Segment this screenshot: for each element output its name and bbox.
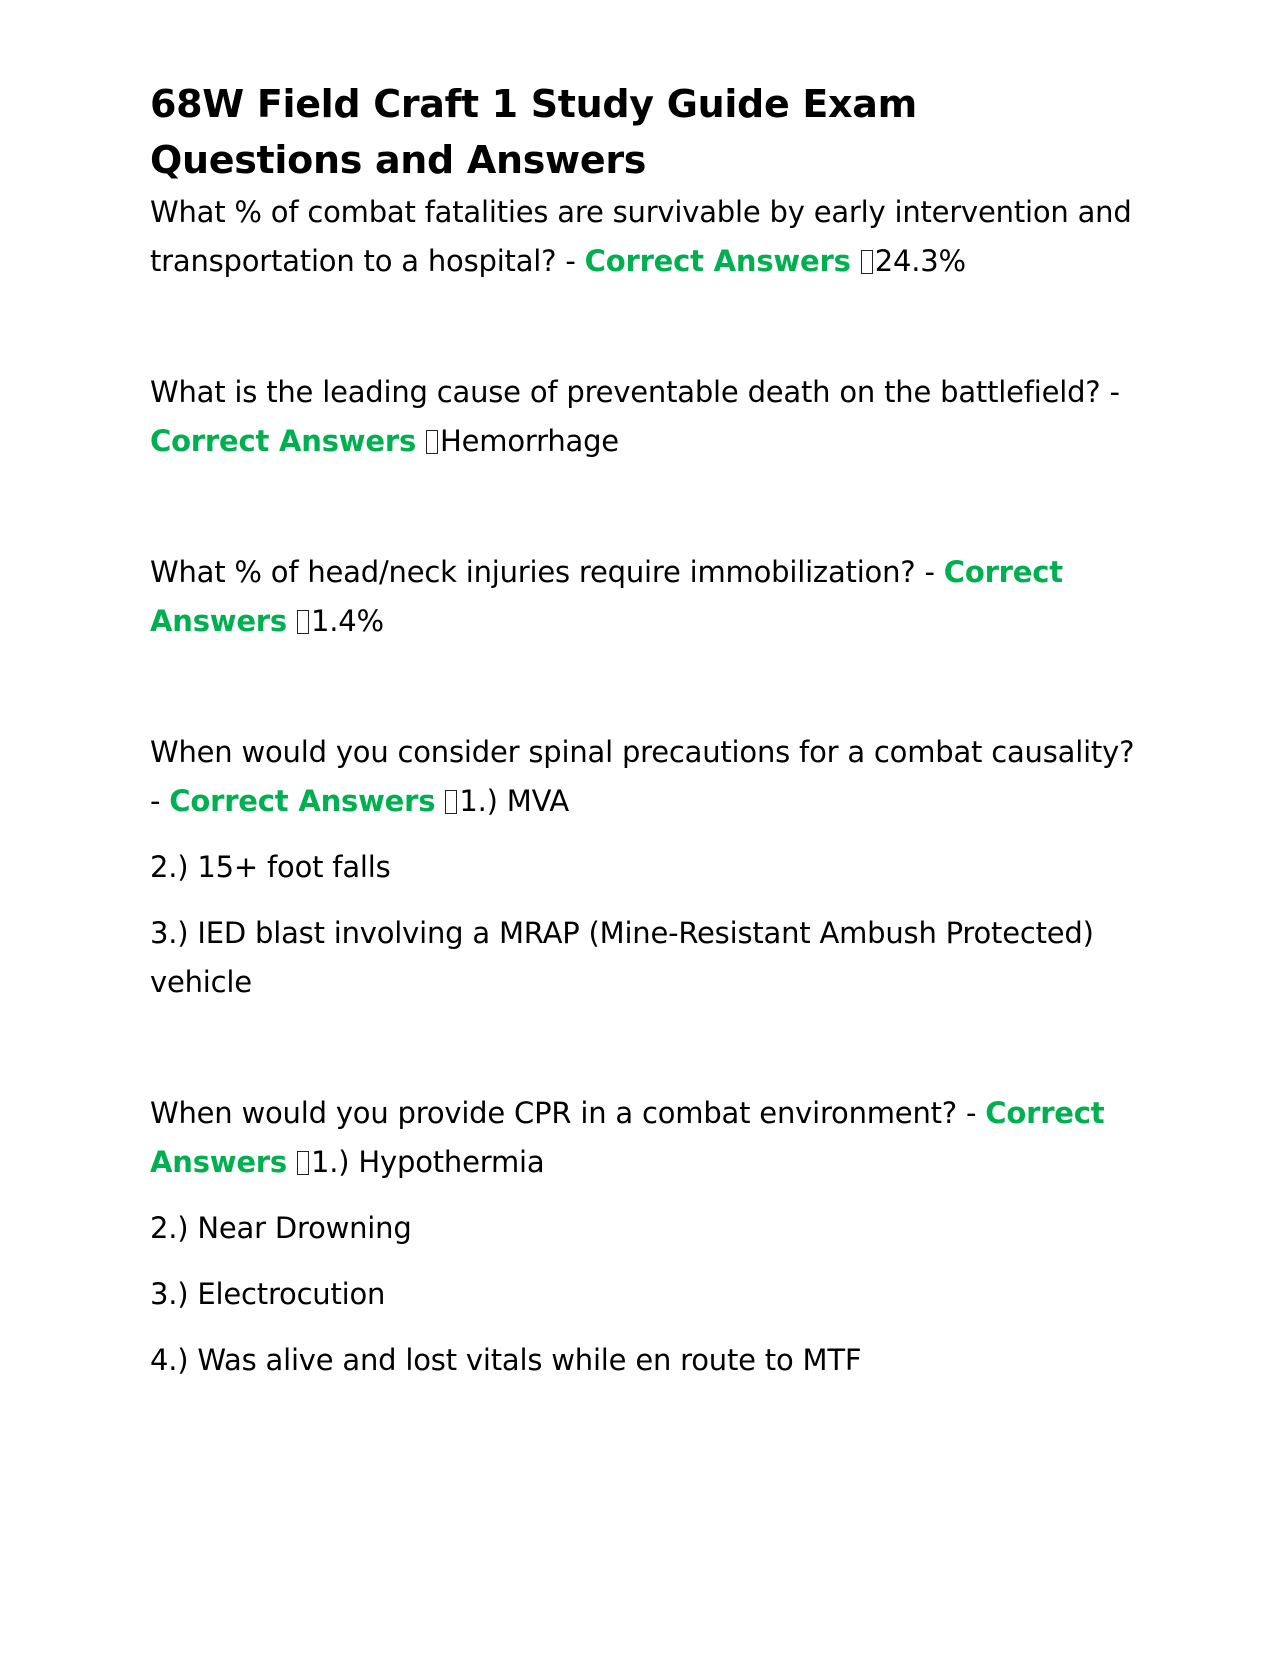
document-page <box>150 76 1140 1385</box>
question-line <box>150 1089 1140 1187</box>
answer-text: 1.4% <box>311 604 384 638</box>
question-line <box>150 548 1140 646</box>
answer-text: 1.) MVA <box>459 784 569 818</box>
missing-glyph-icon <box>426 430 438 454</box>
question-text: When would you provide CPR in a combat environment? - <box>150 1096 986 1130</box>
answer-list-item: 2.) 15+ foot falls <box>150 850 391 884</box>
answer-list-item: 2.) Near Drowning <box>150 1211 412 1245</box>
missing-glyph-icon <box>861 250 873 274</box>
qa-item <box>150 188 1140 286</box>
question-line <box>150 188 1140 286</box>
question-line <box>150 728 1140 826</box>
question-text: What % of head/neck injuries require immobilization? - <box>150 555 944 589</box>
qa-item <box>150 728 1140 1007</box>
answer-list-item: 4.) Was alive and lost vitals while en route to MTF <box>150 1343 862 1377</box>
correct-answers-label: Correct Answers <box>150 1096 1105 1179</box>
correct-answers-label: Correct Answers <box>150 424 417 458</box>
question-text: What is the leading cause of preventable death on the battlefield? - <box>150 375 1120 409</box>
question-text: When would you consider spinal precautions for a combat causality? - <box>150 735 1135 818</box>
missing-glyph-icon <box>297 610 309 634</box>
correct-answers-label: Correct Answers <box>169 784 436 818</box>
answer-text: 1.) Hypothermia <box>311 1145 545 1179</box>
missing-glyph-icon <box>445 790 457 814</box>
qa-item <box>150 1089 1140 1385</box>
answer-list-item: 3.) Electrocution <box>150 1277 386 1311</box>
question-line <box>150 368 1140 466</box>
missing-glyph-icon <box>297 1151 309 1175</box>
answer-text: 24.3% <box>874 244 966 278</box>
answer-list-item: 3.) IED blast involving a MRAP (Mine-Resistant Ambush Protected) vehicle <box>150 916 1094 999</box>
question-text: What % of combat fatalities are survivable by early intervention and transportation to a hospital? - <box>150 195 1132 278</box>
correct-answers-label: Correct Answers <box>150 555 1063 638</box>
qa-item <box>150 548 1140 646</box>
document-title: 68W Field Craft 1 Study Guide Exam Questions and Answers <box>150 82 917 182</box>
qa-item <box>150 368 1140 466</box>
answer-text: Hemorrhage <box>440 424 619 458</box>
correct-answers-label: Correct Answers <box>584 244 851 278</box>
